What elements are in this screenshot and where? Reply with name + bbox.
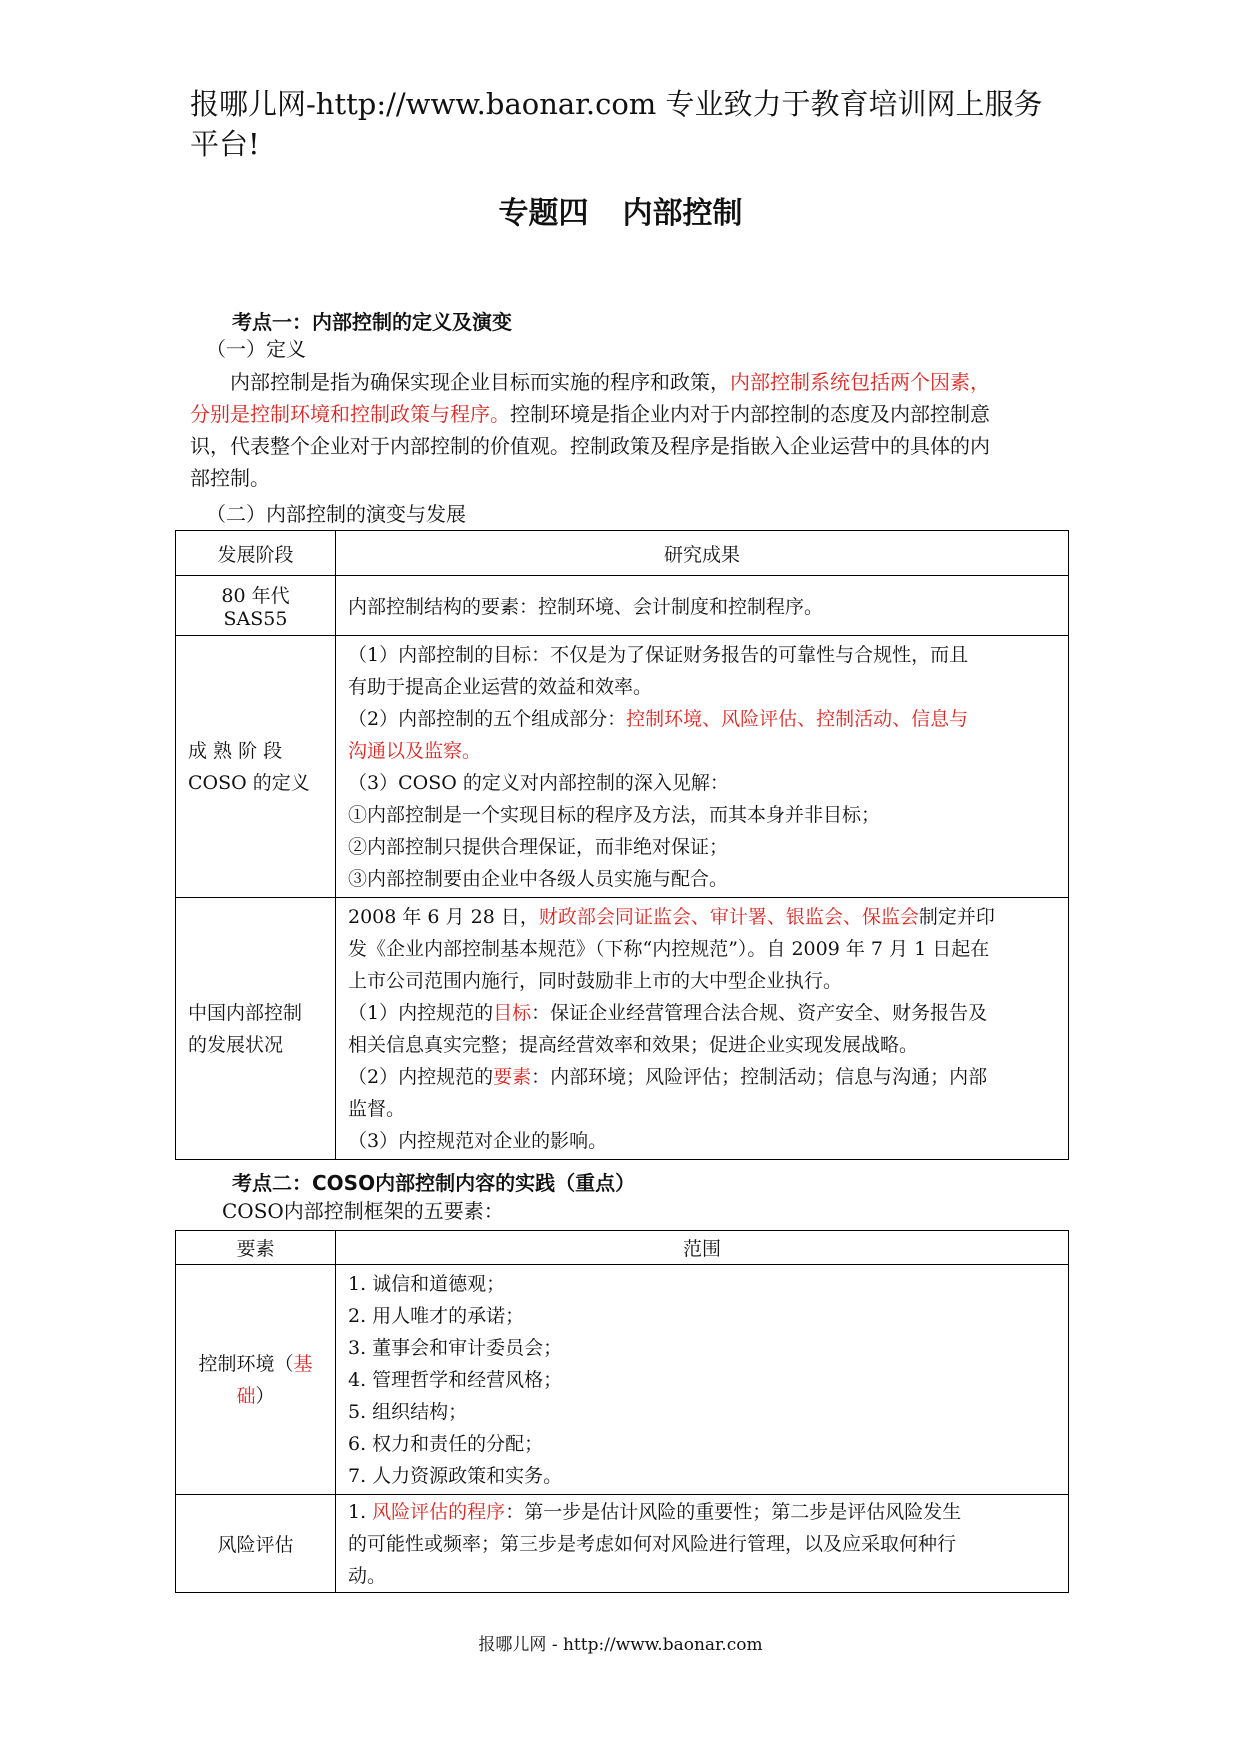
para-text-a: 内部控制是指为确保实现企业目标而实施的程序和政策， — [230, 370, 730, 394]
stage-cell: 80 年代 SAS55 — [176, 576, 336, 636]
table-row — [176, 898, 1069, 1160]
element-text: 控制环境（ — [198, 1352, 294, 1375]
results-line-emphasis: 沟通以及监察。 — [348, 739, 482, 762]
evolution-table — [175, 530, 1069, 1160]
results-text-emphasis: 控制环境、风险评估、控制活动、信息与 — [626, 707, 969, 730]
scope-cell — [336, 1265, 1069, 1495]
results-line: ③内部控制要由企业中各级人员实施与配合。 — [348, 867, 729, 890]
element-cell — [176, 1265, 336, 1495]
element-cell: 风险评估 — [176, 1495, 336, 1593]
stage-cell — [176, 636, 336, 898]
scope-line — [348, 1496, 1056, 1528]
results-line — [348, 901, 1056, 933]
scope-line: 动。 — [348, 1564, 387, 1587]
scope-text: 1. — [348, 1500, 373, 1523]
results-line — [348, 997, 1056, 1029]
para-text-e: 识，代表整个企业对于内部控制的价值观。控制政策及程序是指嵌入企业运营中的具体的内 — [190, 434, 990, 458]
page-footer: 报哪儿网 - http://www.baonar.com — [478, 1635, 763, 1655]
stage-line: 中国内部控制 — [188, 1001, 303, 1024]
results-line: 上市公司范围内施行，同时鼓励非上市的大中型企业执行。 — [348, 969, 843, 992]
list-item: 3. 董事会和审计委员会； — [348, 1336, 563, 1359]
stage-line: 的发展状况 — [188, 1033, 284, 1056]
stage-cell — [176, 898, 336, 1160]
table-row — [176, 1495, 1069, 1593]
section-1-subheading-evolution: （二）内部控制的演变与发展 — [206, 502, 466, 526]
table-header-row — [176, 531, 1069, 576]
results-line: 相关信息真实完整；提高经营效率和效果；促进企业实现发展战略。 — [348, 1033, 919, 1056]
scope-cell — [336, 1495, 1069, 1593]
table-header-element: 要素 — [176, 1231, 336, 1265]
definition-paragraph — [190, 366, 1060, 494]
header-line-2: 平台! — [190, 127, 260, 161]
results-cell: 内部控制结构的要素：控制环境、会计制度和控制程序。 — [336, 576, 1069, 636]
scope-text-emphasis: 风险评估的程序 — [372, 1500, 506, 1523]
results-text-emphasis: 目标 — [493, 1001, 532, 1024]
results-line: （3）COSO 的定义对内部控制的深入见解： — [348, 771, 729, 794]
results-line: 发《企业内部控制基本规范》（下称“内控规范”）。自 2009 年 7 月 1 日起在 — [348, 937, 990, 960]
list-item: 4. 管理哲学和经营风格； — [348, 1368, 563, 1391]
table-header-row — [176, 1231, 1069, 1265]
para-text-d: 控制环境是指企业内对于内部控制的态度及内部控制意 — [510, 402, 990, 426]
stage-line: 成 熟 阶 段 — [188, 739, 283, 762]
results-text: （2）内控规范的 — [348, 1065, 494, 1088]
results-line: 有助于提高企业运营的效益和效率。 — [348, 675, 653, 698]
section-2-intro: COSO内部控制框架的五要素： — [222, 1199, 504, 1223]
list-item: 1. 诚信和道德观； — [348, 1272, 506, 1295]
results-line: （1）内部控制的目标：不仅是为了保证财务报告的可靠性与合规性，而且 — [348, 643, 969, 666]
list-item: 5. 组织结构； — [348, 1400, 468, 1423]
list-item: 7. 人力资源政策和实务。 — [348, 1464, 563, 1487]
table-header-stage: 发展阶段 — [176, 531, 336, 576]
para-text-b-emphasis: 内部控制系统包括两个因素， — [730, 370, 990, 394]
results-text: 2008 年 6 月 28 日， — [348, 905, 539, 928]
para-text-f: 部控制。 — [190, 466, 270, 490]
results-line: ②内部控制只提供合理保证，而非绝对保证； — [348, 835, 729, 858]
section-1-subheading-definition: （一）定义 — [206, 337, 306, 361]
element-line — [188, 1348, 323, 1380]
results-text-emphasis: 要素 — [493, 1065, 532, 1088]
scope-line: 的可能性或频率；第三步是考虑如何对风险进行管理，以及应采取何种行 — [348, 1532, 957, 1555]
table-header-scope: 范围 — [336, 1231, 1069, 1265]
para-text-c-emphasis: 分别是控制环境和控制政策与程序。 — [190, 402, 510, 426]
list-item: 6. 权力和责任的分配； — [348, 1432, 544, 1455]
table-row — [176, 636, 1069, 898]
section-2-heading: 考点二：COSO内部控制内容的实践（重点） — [232, 1171, 636, 1195]
page-title — [0, 188, 1241, 232]
table-row — [176, 1265, 1069, 1495]
results-text: ：内部环境；风险评估；控制活动；信息与沟通；内部 — [531, 1065, 988, 1088]
results-text: 制定并印 — [918, 905, 995, 928]
scope-text: ：第一步是估计风险的重要性；第二步是评估风险发生 — [505, 1500, 962, 1523]
element-line — [188, 1380, 323, 1412]
table-header-results: 研究成果 — [336, 531, 1069, 576]
stage-line: COSO 的定义 — [188, 771, 310, 794]
results-line: （3）内控规范对企业的影响。 — [348, 1129, 608, 1152]
list-item: 2. 用人唯才的承诺； — [348, 1304, 525, 1327]
results-line — [348, 703, 1056, 735]
header-line-1: 报哪儿网-http://www.baonar.com 专业致力于教育培训网上服务 — [190, 87, 1043, 121]
results-text: ：保证企业经营管理合法合规、资产安全、财务报告及 — [531, 1001, 988, 1024]
results-cell — [336, 636, 1069, 898]
results-text: （2）内部控制的五个组成部分： — [348, 707, 627, 730]
results-cell — [336, 898, 1069, 1160]
title-part-1: 专题四 — [498, 196, 589, 231]
element-text-emphasis: 础 — [236, 1384, 256, 1407]
coso-elements-table — [175, 1230, 1069, 1593]
results-line: 监督。 — [348, 1097, 406, 1120]
title-part-2: 内部控制 — [622, 196, 743, 231]
element-text: ） — [255, 1384, 275, 1407]
element-text-emphasis: 基 — [293, 1352, 313, 1375]
results-line: ①内部控制是一个实现目标的程序及方法，而其本身并非目标； — [348, 803, 881, 826]
results-text: （1）内控规范的 — [348, 1001, 494, 1024]
section-1-heading: 考点一：内部控制的定义及演变 — [232, 310, 512, 334]
results-line — [348, 1061, 1056, 1093]
results-text-emphasis: 财政部会同证监会、审计署、银监会、保监会 — [538, 905, 919, 928]
table-row — [176, 576, 1069, 636]
